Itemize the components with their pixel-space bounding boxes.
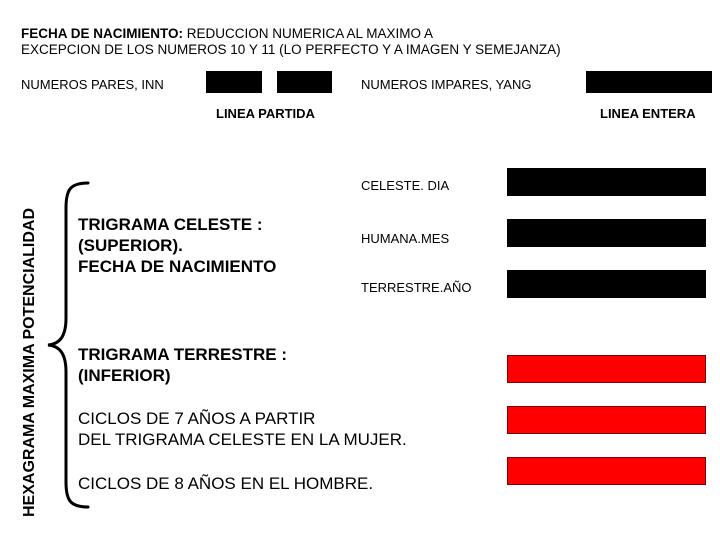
upper-trigram-title-line-3: FECHA DE NACIMIENTO	[78, 257, 277, 276]
celestial-day-label: CELESTE. DIA	[361, 178, 450, 193]
odd-numbers-label: NUMEROS IMPARES, YANG	[361, 77, 532, 92]
broken-line-caption: LINEA PARTIDA	[216, 106, 315, 121]
header-line-2: EXCEPCION DE LOS NUMEROS 10 Y 11 (LO PERFECTO Y A IMAGEN Y SEMEJANZA)	[21, 42, 561, 57]
upper-trigram-title-line-1: TRIGRAMA CELESTE :	[78, 215, 263, 234]
header-line-1-rest: REDUCCION NUMERICA AL MAXIMO A	[183, 26, 434, 41]
upper-trigram-title-line-2: (SUPERIOR).	[78, 236, 183, 255]
lower-trigram-title-line-2: (INFERIOR)	[78, 366, 171, 385]
cycle-women-line-1: CICLOS DE 7 AÑOS A PARTIR	[78, 409, 316, 428]
upper-trigram-line-year	[507, 270, 706, 298]
header-bold-label: FECHA DE NACIMIENTO:	[21, 26, 183, 41]
upper-trigram-title	[78, 214, 276, 277]
broken-line-right-segment	[277, 71, 332, 93]
lower-trigram-title-line-1: TRIGRAMA TERRESTRE :	[78, 345, 288, 364]
upper-trigram-line-month	[507, 219, 706, 247]
lower-trigram-line-3	[507, 457, 706, 485]
header-line-1	[21, 26, 561, 42]
human-month-label: HUMANA.MES	[361, 231, 450, 246]
header-text	[21, 26, 561, 58]
earthly-year-label: TERRESTRE.AÑO	[361, 280, 472, 295]
cycle-men-text: CICLOS DE 8 AÑOS EN EL HOMBRE.	[78, 474, 374, 493]
lower-trigram-line-2	[507, 406, 706, 434]
solid-line-sample	[586, 71, 712, 93]
even-numbers-label: NUMEROS PARES, INN	[21, 77, 164, 92]
cycle-women-line-2: DEL TRIGRAMA CELESTE EN LA MUJER.	[78, 430, 407, 449]
broken-line-left-segment	[206, 71, 262, 93]
lower-trigram-title	[78, 344, 287, 386]
upper-trigram-line-day	[507, 168, 706, 196]
lower-trigram-line-1	[507, 355, 706, 383]
solid-line-caption: LINEA ENTERA	[600, 106, 696, 121]
hexagram-side-title: HEXAGRAMA MAXIMA POTENCIALIDAD	[21, 207, 38, 517]
cycle-women-text	[78, 408, 407, 450]
